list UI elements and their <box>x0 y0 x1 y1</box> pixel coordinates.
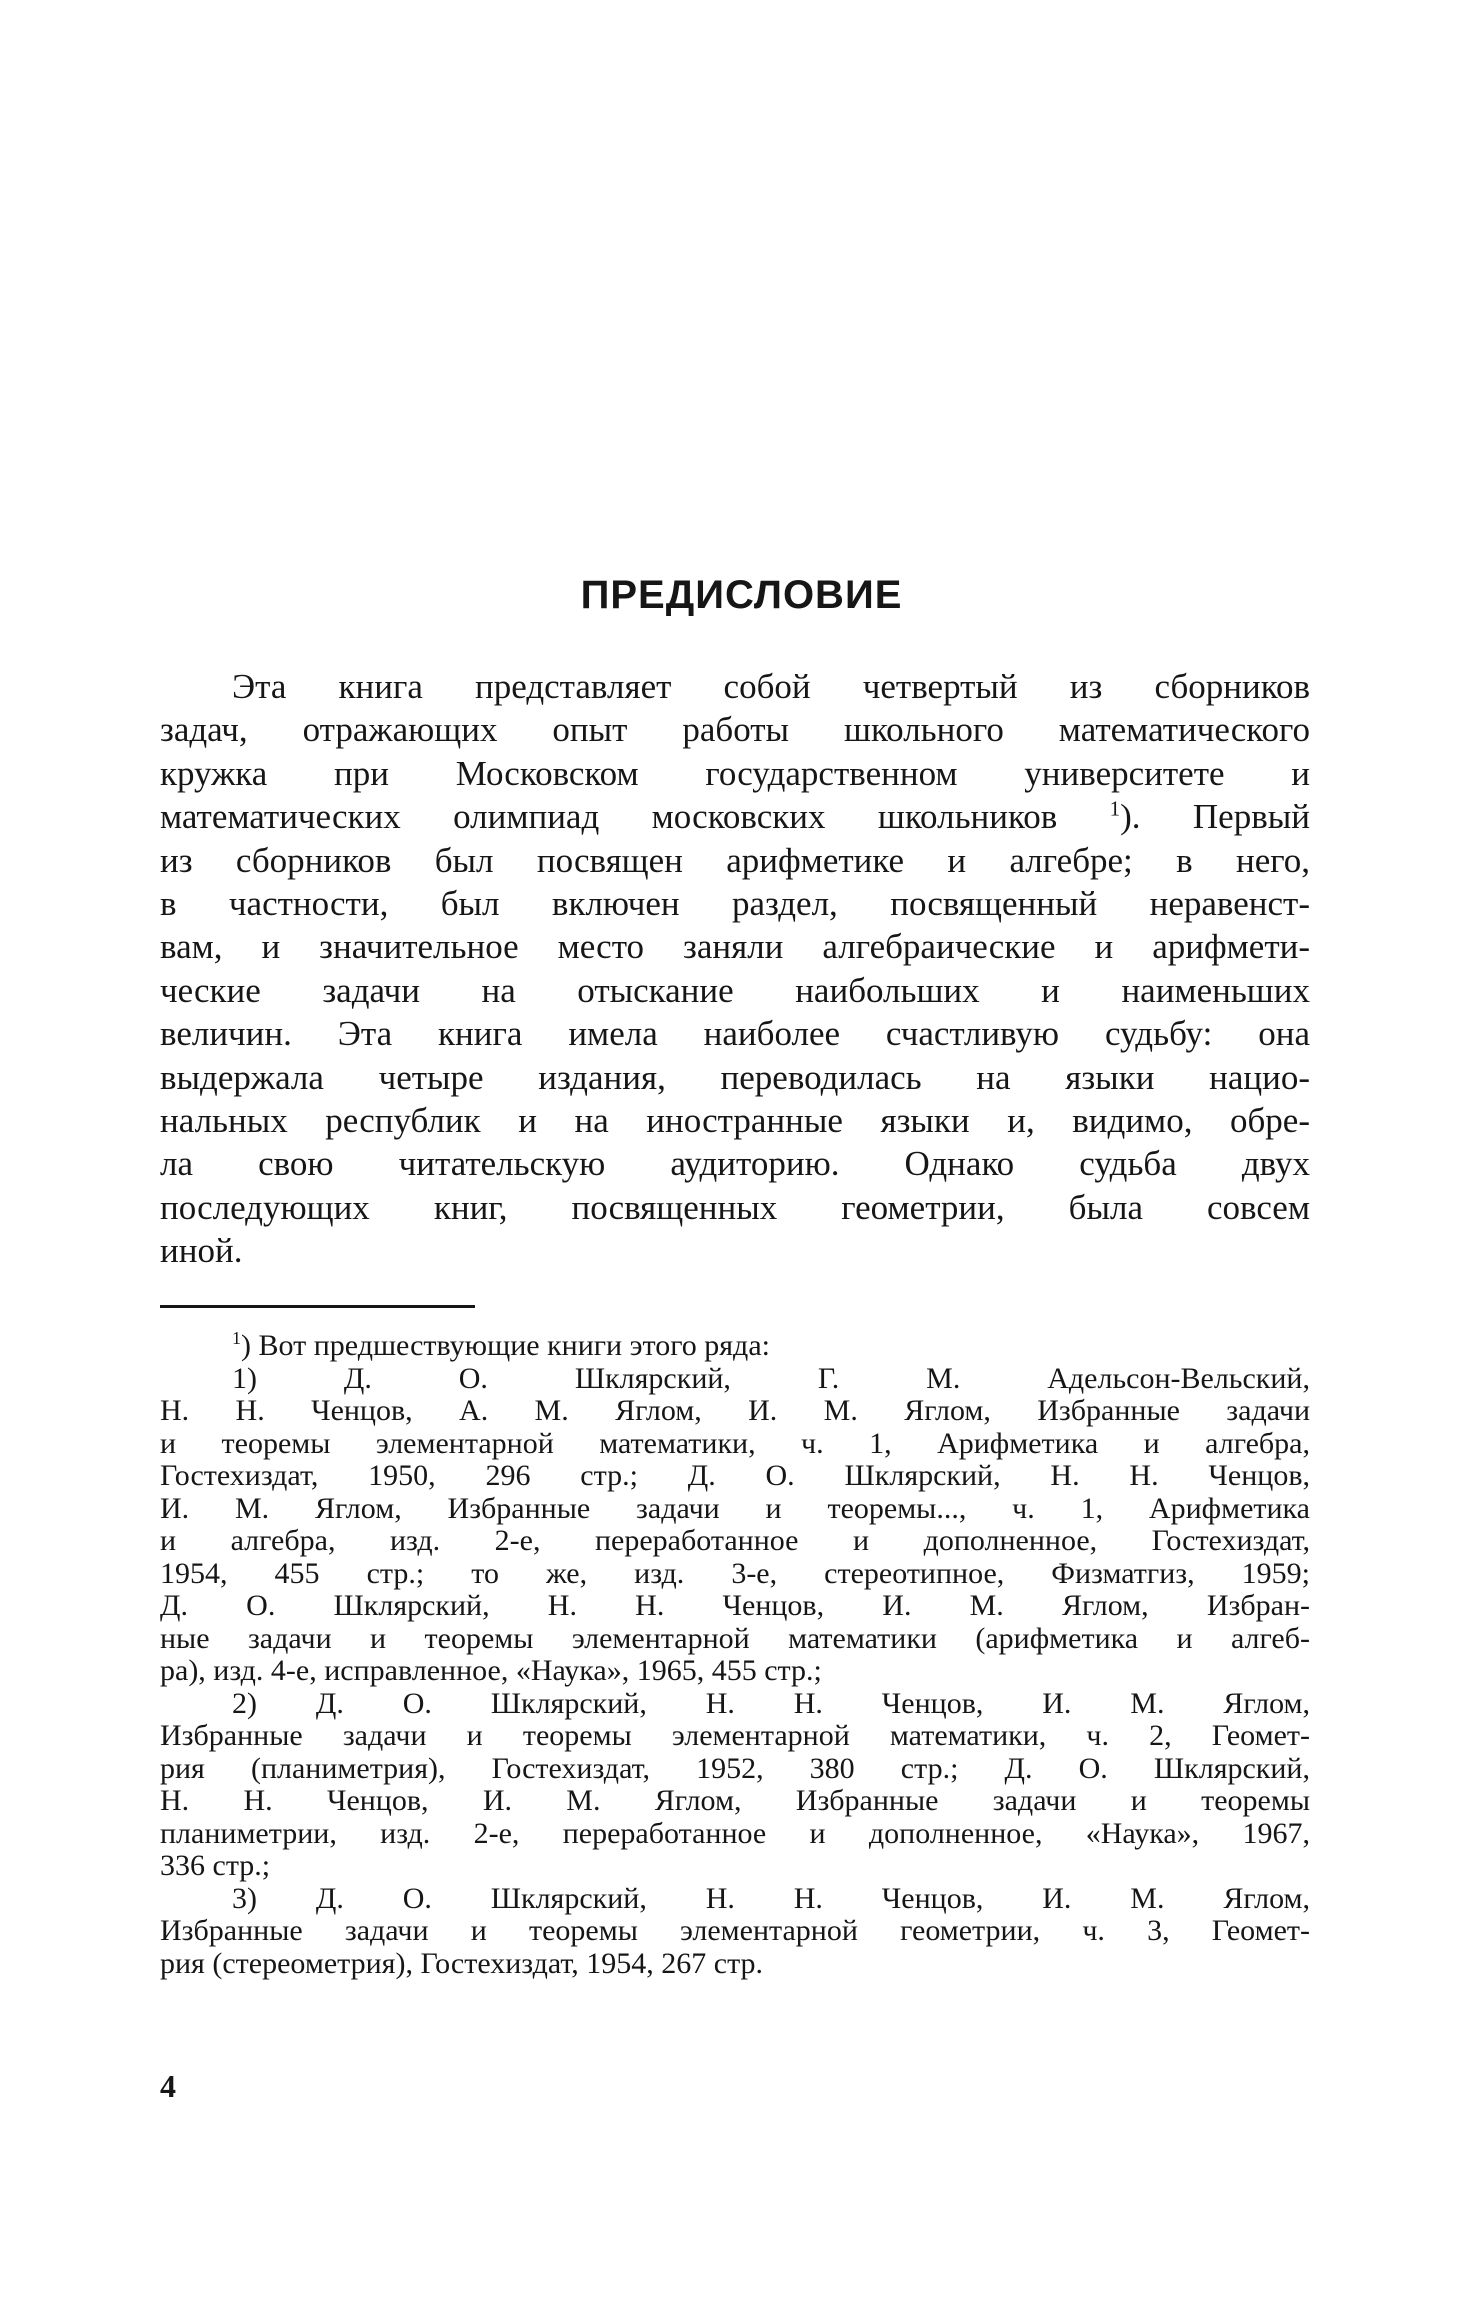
footnote-line: 1954, 455 стр.; то же, изд. 3-е, стереотипное, Физматгиз, 1959; <box>160 1556 1310 1590</box>
footnote-line: 2) Д. О. Шклярский, Н. Н. Ченцов, И. М. Яглом, <box>232 1686 1310 1720</box>
paragraph-line: кружка при Московском государственном университете и <box>160 753 1310 793</box>
footnote-line: Н. Н. Ченцов, А. М. Яглом, И. М. Яглом, Избранные задачи <box>160 1394 1310 1427</box>
footnote-line: 1) Д. О. Шклярский, Г. М. Адельсон-Вельский, <box>232 1361 1310 1395</box>
paragraph-line: иной. <box>160 1231 243 1271</box>
paragraph-line: нальных республик и на иностранные языки и, видимо, обре- <box>160 1101 1310 1141</box>
footnote-divider <box>160 1305 475 1308</box>
footnote-line: 3) Д. О. Шклярский, Н. Н. Ченцов, И. М. Яглом, <box>232 1881 1310 1915</box>
paragraph-line: величин. Эта книга имела наиболее счастливую судьбу: она <box>160 1014 1310 1054</box>
paragraph-line-tail: ). Первый <box>1120 797 1310 837</box>
footnote-line: И. М. Яглом, Избранные задачи и теоремы..., ч. 1, Арифметика <box>160 1491 1310 1525</box>
footnote-line: рия (планиметрия), Гостехиздат, 1952, 380 стр.; Д. О. Шклярский, <box>160 1751 1310 1785</box>
footnote-line: и алгебра, изд. 2-е, переработанное и дополненное, Гостехиздат, <box>160 1524 1310 1557</box>
paragraph-line <box>160 795 1310 838</box>
footnote-intro-text: ) Вот предшествующие книги этого ряда: <box>241 1329 770 1362</box>
paragraph-line: ческие задачи на отыскание наибольших и наименьших <box>160 970 1310 1010</box>
page-number: 4 <box>160 2068 176 2104</box>
preface-paragraph <box>160 665 1310 1273</box>
footnote-line: Д. О. Шклярский, Н. Н. Ченцов, И. М. Яглом, Избран- <box>160 1589 1310 1622</box>
page-title: ПРЕДИСЛОВИЕ <box>580 573 903 617</box>
footnote-line: 336 стр.; <box>160 1849 271 1882</box>
footnote-line: планиметрии, изд. 2-е, переработанное и дополненное, «Наука», 1967, <box>160 1816 1310 1850</box>
paragraph-line: из сборников был посвящен арифметике и алгебре; в него, <box>160 840 1310 880</box>
footnote-line: ные задачи и теоремы элементарной математики (арифметика и алгеб- <box>160 1621 1310 1655</box>
paragraph-line: выдержала четыре издания, переводилась на языки нацио- <box>160 1057 1310 1097</box>
footnote-reference-marker: 1 <box>1109 796 1121 821</box>
footnote-line: и теоремы элементарной математики, ч. 1, Арифметика и алгебра, <box>160 1426 1310 1460</box>
footnote-line: Избранные задачи и теоремы элементарной математики, ч. 2, Геомет- <box>160 1719 1310 1752</box>
footnote-line: Избранные задачи и теоремы элементарной геометрии, ч. 3, Геомет- <box>160 1914 1310 1947</box>
footnote-block <box>160 1330 1310 1980</box>
footnote-line: Н. Н. Ченцов, И. М. Яглом, Избранные задачи и теоремы <box>160 1784 1310 1817</box>
footnote-line: ра), изд. 4-е, исправленное, «Наука», 1965, 455 стр.; <box>160 1654 822 1687</box>
footnote-line: рия (стереометрия), Гостехиздат, 1954, 267 стр. <box>160 1946 764 1980</box>
paragraph-line: ла свою читательскую аудиторию. Однако судьба двух <box>160 1144 1310 1184</box>
paragraph-line: Эта книга представляет собой четвертый из сборников <box>232 667 1310 706</box>
footnote-line: Гостехиздат, 1950, 296 стр.; Д. О. Шклярский, Н. Н. Ченцов, <box>160 1459 1310 1492</box>
footnote-marker: 1 <box>232 1328 241 1348</box>
paragraph-line: вам, и значительное место заняли алгебраические и арифмети- <box>160 927 1310 967</box>
paragraph-line-text: математических олимпиад московских школьников <box>160 797 1058 837</box>
paragraph-line: в частности, был включен раздел, посвященный неравенст- <box>160 884 1310 924</box>
paragraph-line: последующих книг, посвященных геометрии, была совсем <box>160 1187 1310 1227</box>
footnote-intro <box>160 1330 1310 1363</box>
paragraph-line: задач, отражающих опыт работы школьного математического <box>160 710 1310 750</box>
